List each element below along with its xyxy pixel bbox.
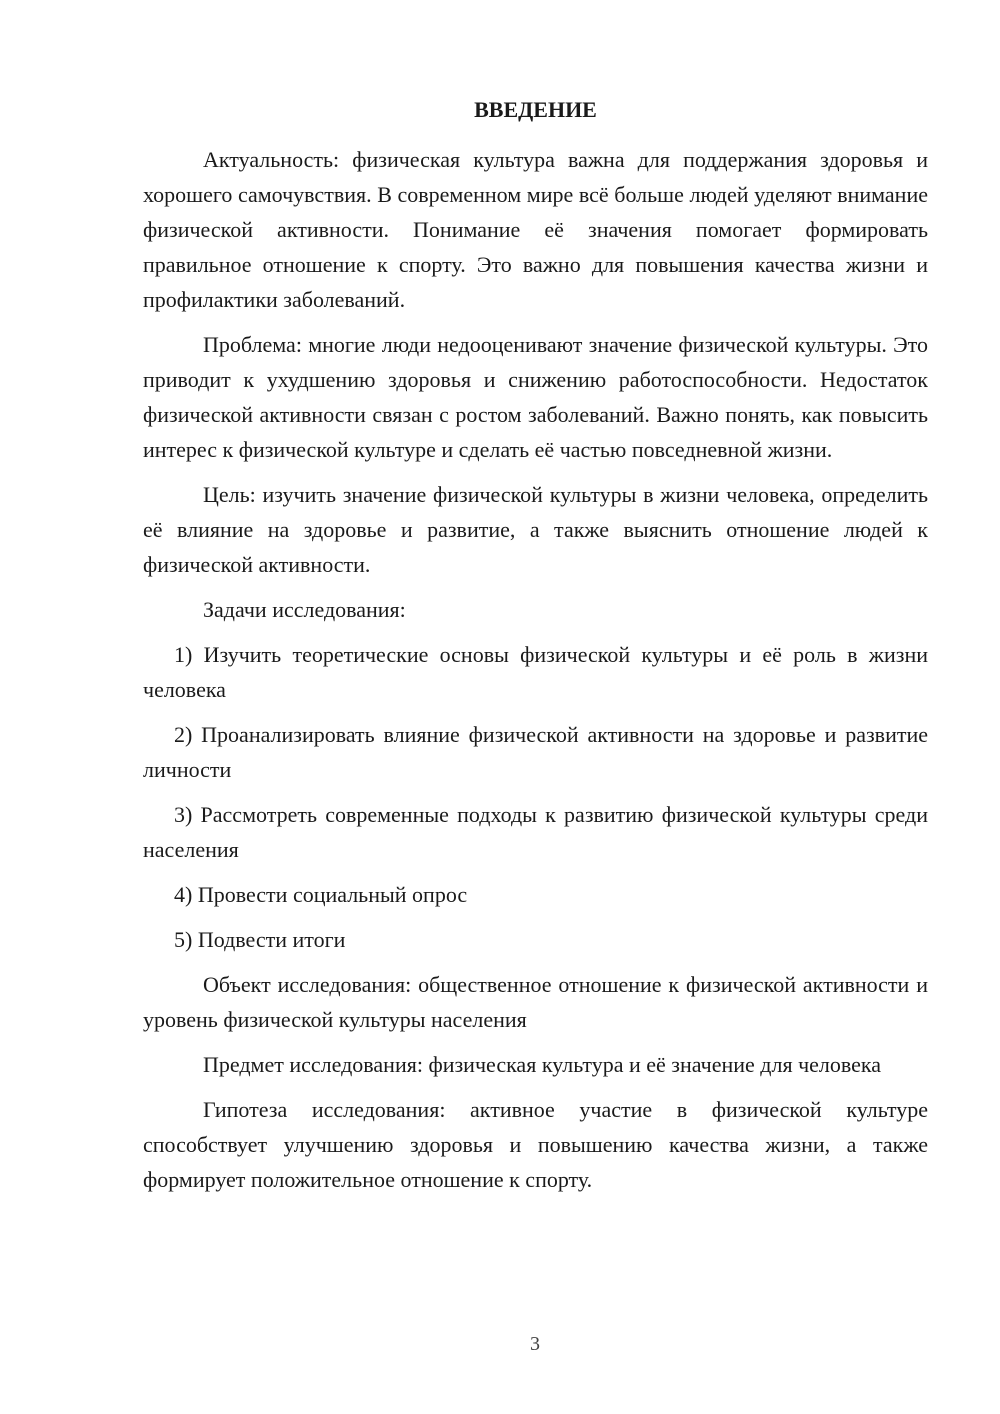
hypothesis-paragraph: Гипотеза исследования: активное участие в физической культуре способствует улучшению здоровья и повышению качества жизни, а также формирует положительное отношение к спорту. <box>143 1097 928 1192</box>
task-item-3: 3) Рассмотреть современные подходы к развитию физической культуры среди населения <box>143 802 928 862</box>
task-item-1: 1) Изучить теоретические основы физической культуры и её роль в жизни человека <box>143 642 928 702</box>
task-item-2: 2) Проанализировать влияние физической активности на здоровье и развитие личности <box>143 722 928 782</box>
task-item-5: 5) Подвести итоги <box>174 927 346 952</box>
page-content <box>143 96 928 1207</box>
tasks-title: Задачи исследования: <box>203 597 406 622</box>
object-paragraph: Объект исследования: общественное отношение к физической активности и уровень физической культуры населения <box>143 972 928 1032</box>
page-number: 3 <box>530 1333 540 1355</box>
task-item-4: 4) Провести социальный опрос <box>174 882 468 907</box>
page-title: ВВЕДЕНИЕ <box>474 97 597 122</box>
goal-paragraph: Цель: изучить значение физической культуры в жизни человека, определить её влияние на здоровье и развитие, а также выяснить отношение людей к физической активности. <box>143 482 928 577</box>
relevance-paragraph: Актуальность: физическая культура важна для поддержания здоровья и хорошего самочувствия. В современном мире всё больше людей уделяют внимание физической активности. Понимание её значения помогает формировать правильное отношение к спорту. Это важно для повышения качества жизни и профилактики заболеваний. <box>143 147 928 312</box>
problem-paragraph: Проблема: многие люди недооценивают значение физической культуры. Это приводит к ухудшению здоровья и снижению работоспособности. Недостаток физической активности связан с ростом заболеваний. Важно понять, как повысить интерес к физической культуре и сделать её частью повседневной жизни. <box>143 332 928 462</box>
subject-paragraph: Предмет исследования: физическая культура и её значение для человека <box>203 1052 882 1077</box>
